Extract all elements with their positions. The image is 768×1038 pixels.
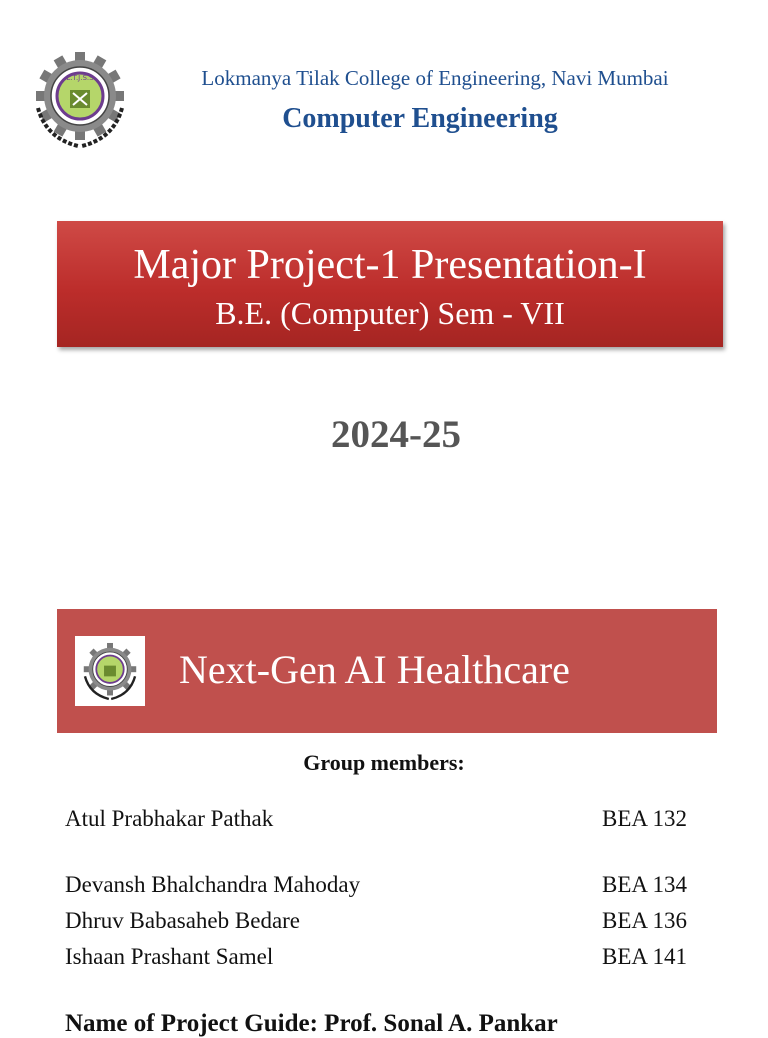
banner-title: Major Project-1 Presentation-I	[133, 242, 647, 288]
department-name: Computer Engineering	[282, 103, 558, 134]
member-roll: BEA 134	[602, 872, 687, 897]
project-logo-frame	[75, 636, 145, 706]
academic-year: 2024-25	[331, 413, 461, 456]
presentation-banner	[57, 221, 723, 347]
college-name: Lokmanya Tilak College of Engineering, Navi Mumbai	[201, 66, 669, 90]
member-roll: BEA 132	[602, 806, 687, 831]
member-name: Devansh Bhalchandra Mahoday	[65, 872, 361, 897]
svg-text:L.T.J.S.S: L.T.J.S.S	[66, 74, 94, 82]
member-roll: BEA 136	[602, 908, 687, 933]
college-logo-icon	[28, 46, 132, 152]
member-name: Atul Prabhakar Pathak	[65, 806, 274, 831]
member-name: Dhruv Babasaheb Bedare	[65, 908, 301, 933]
member-roll: BEA 141	[602, 944, 687, 969]
project-title: Next-Gen AI Healthcare	[179, 647, 570, 692]
project-guide: Name of Project Guide: Prof. Sonal A. Pankar	[65, 1010, 558, 1037]
member-name: Ishaan Prashant Samel	[65, 944, 274, 969]
college-logo-small-icon	[79, 639, 141, 703]
project-title-box	[57, 609, 717, 733]
group-members-heading: Group members:	[303, 750, 465, 775]
banner-subtitle: B.E. (Computer) Sem - VII	[215, 295, 565, 331]
